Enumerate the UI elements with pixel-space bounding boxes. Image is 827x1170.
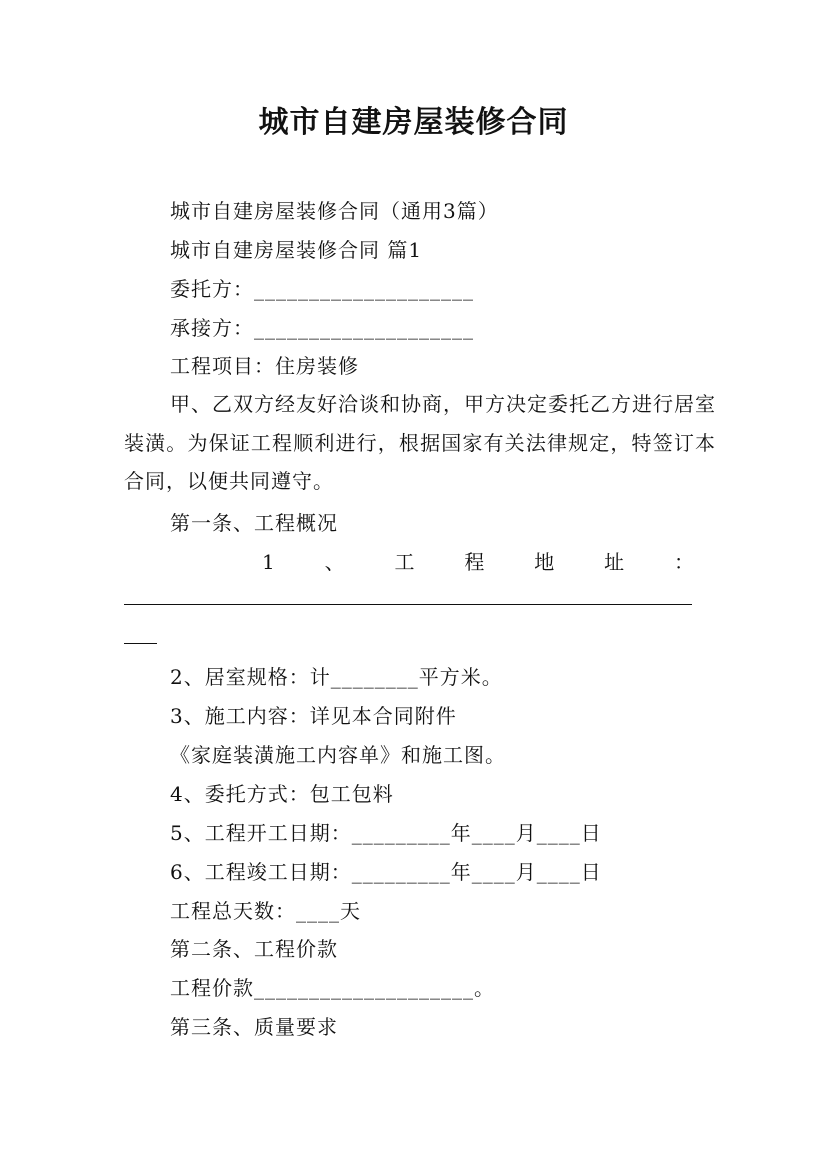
address-blank-line-end (124, 643, 157, 644)
article-1-heading: 第一条、工程概况 (170, 511, 338, 535)
start-date-line: 5、工程开工日期：_________年____月____日 (170, 821, 602, 845)
project-line: 工程项目：住房装修 (170, 354, 359, 378)
document-title: 城市自建房屋装修合同 (258, 105, 569, 140)
contractor-line: 承接方：____________________ (170, 316, 474, 340)
contract-price-line: 工程价款____________________。 (170, 976, 495, 1000)
intro-paragraph: 甲、乙双方经友好洽谈和协商，甲方决定委托乙方进行居室装潢。为保证工程顺利进行，根据国家有关法律规定，特签订本合同，以便共同遵守。 (124, 392, 716, 493)
commission-method-line: 4、委托方式：包工包料 (170, 782, 394, 806)
completion-date-line: 6、工程竣工日期：_________年____月____日 (170, 860, 602, 884)
address-label-char: 、 (324, 550, 345, 574)
client-line: 委托方：____________________ (170, 277, 474, 301)
article-3-heading: 第三条、质量要求 (170, 1015, 338, 1039)
address-label-char: 工 (394, 550, 415, 574)
address-label-char: 址 (604, 550, 625, 574)
address-label-char: ： (673, 550, 694, 574)
address-label-char: 地 (534, 550, 555, 574)
construction-content-cont-line: 《家庭装潢施工内容单》和施工图。 (170, 743, 506, 767)
article-2-heading: 第二条、工程价款 (170, 937, 338, 961)
room-size-line: 2、居室规格：计________平方米。 (170, 665, 503, 689)
address-label-char: 程 (464, 550, 485, 574)
address-blank-line (124, 604, 692, 605)
subtitle-line: 城市自建房屋装修合同（通用3篇） (170, 199, 499, 223)
address-label-char: 1 (262, 550, 275, 574)
section-heading-line: 城市自建房屋装修合同 篇1 (170, 238, 423, 262)
construction-content-line: 3、施工内容：详见本合同附件 (170, 704, 457, 728)
address-label (262, 547, 694, 577)
total-days-line: 工程总天数：____天 (170, 899, 361, 923)
